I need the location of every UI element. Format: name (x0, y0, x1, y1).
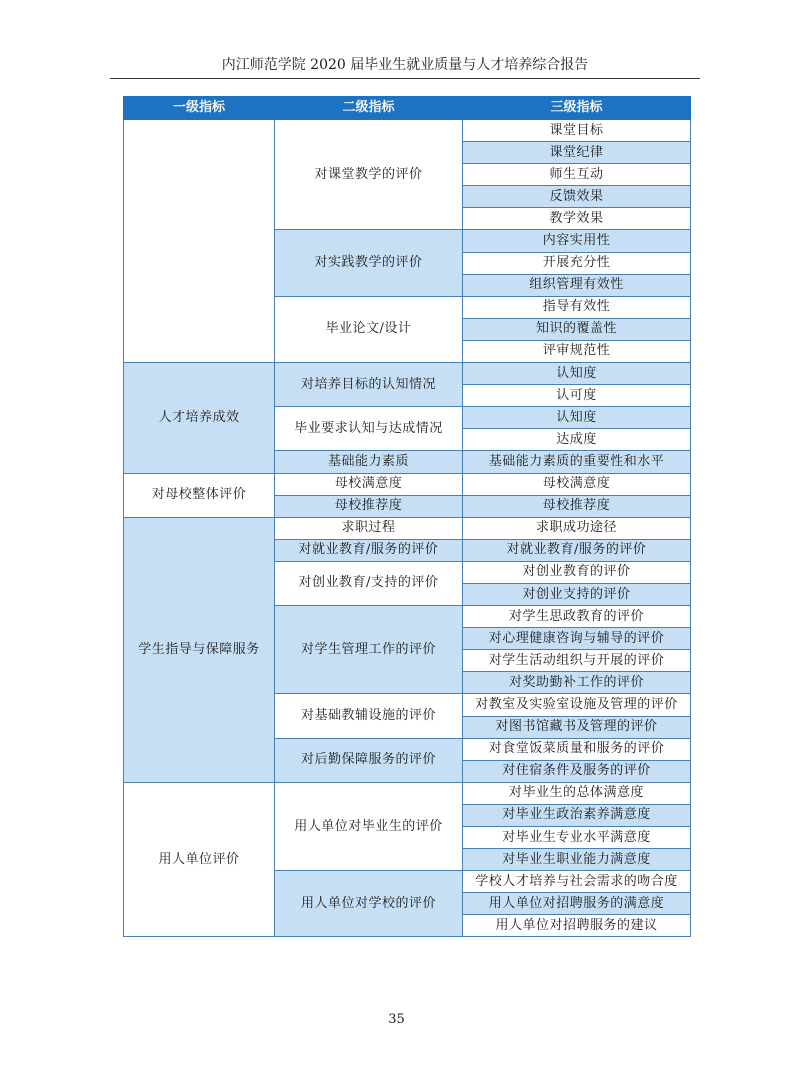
level3-cell: 对学生活动组织与开展的评价 (463, 650, 691, 672)
level3-cell: 对毕业生政治素养满意度 (463, 804, 691, 826)
level2-cell: 基础能力素质 (275, 451, 463, 473)
column-header-level2: 二级指标 (275, 97, 463, 120)
level3-cell: 用人单位对招聘服务的满意度 (463, 893, 691, 915)
level3-cell: 反馈效果 (463, 186, 691, 208)
level3-cell: 课堂纪律 (463, 142, 691, 164)
level1-cell (124, 120, 275, 363)
level2-cell: 对培养目标的认知情况 (275, 363, 463, 407)
column-header-level3: 三级指标 (463, 97, 691, 120)
level3-cell: 母校满意度 (463, 473, 691, 495)
level3-cell: 对创业支持的评价 (463, 583, 691, 605)
level3-cell: 对教室及实验室设施及管理的评价 (463, 694, 691, 716)
level1-cell: 人才培养成效 (124, 363, 275, 473)
level3-cell: 对心理健康咨询与辅导的评价 (463, 628, 691, 650)
level3-cell: 对毕业生专业水平满意度 (463, 827, 691, 849)
table-header-row (124, 97, 691, 120)
level3-cell: 基础能力素质的重要性和水平 (463, 451, 691, 473)
level3-cell: 教学效果 (463, 208, 691, 230)
table-row (124, 517, 691, 539)
level3-cell: 知识的覆盖性 (463, 318, 691, 340)
indicator-table (123, 96, 691, 937)
level2-cell: 对实践教学的评价 (275, 230, 463, 296)
level3-cell: 学校人才培养与社会需求的吻合度 (463, 871, 691, 893)
level3-cell: 课堂目标 (463, 120, 691, 142)
level1-cell: 学生指导与保障服务 (124, 517, 275, 782)
header-rule (110, 78, 700, 79)
table-row (124, 120, 691, 142)
level2-cell: 母校推荐度 (275, 495, 463, 517)
table-row (124, 473, 691, 495)
level2-cell: 母校满意度 (275, 473, 463, 495)
level3-cell: 认可度 (463, 385, 691, 407)
level2-cell: 毕业论文/设计 (275, 296, 463, 362)
level2-cell: 对就业教育/服务的评价 (275, 539, 463, 561)
level3-cell: 对毕业生的总体满意度 (463, 782, 691, 804)
level2-cell: 对课堂教学的评价 (275, 120, 463, 230)
level3-cell: 认知度 (463, 363, 691, 385)
level2-cell: 对学生管理工作的评价 (275, 606, 463, 694)
level3-cell: 对就业教育/服务的评价 (463, 539, 691, 561)
level2-cell: 对后勤保障服务的评价 (275, 738, 463, 782)
level3-cell: 对毕业生职业能力满意度 (463, 849, 691, 871)
level3-cell: 对创业教育的评价 (463, 561, 691, 583)
level3-cell: 对食堂饭菜质量和服务的评价 (463, 738, 691, 760)
level3-cell: 达成度 (463, 429, 691, 451)
level2-cell: 用人单位对毕业生的评价 (275, 782, 463, 870)
level3-cell: 对图书馆藏书及管理的评价 (463, 716, 691, 738)
level3-cell: 对学生思政教育的评价 (463, 606, 691, 628)
page-number: 35 (388, 1012, 405, 1027)
column-header-level1: 一级指标 (124, 97, 275, 120)
level3-cell: 求职成功途径 (463, 517, 691, 539)
level2-cell: 对基础教辅设施的评价 (275, 694, 463, 738)
level2-cell: 毕业要求认知与达成情况 (275, 407, 463, 451)
level3-cell: 评审规范性 (463, 340, 691, 362)
level2-cell: 对创业教育/支持的评价 (275, 561, 463, 605)
level1-cell: 对母校整体评价 (124, 473, 275, 517)
level3-cell: 母校推荐度 (463, 495, 691, 517)
level3-cell: 内容实用性 (463, 230, 691, 252)
level3-cell: 指导有效性 (463, 296, 691, 318)
level3-cell: 师生互动 (463, 164, 691, 186)
page-header: 内江师范学院 2020 届毕业生就业质量与人才培养综合报告 (221, 57, 589, 73)
level3-cell: 开展充分性 (463, 252, 691, 274)
level3-cell: 对奖助勤补工作的评价 (463, 672, 691, 694)
level2-cell: 求职过程 (275, 517, 463, 539)
table-row (124, 363, 691, 385)
level2-cell: 用人单位对学校的评价 (275, 871, 463, 937)
level3-cell: 对住宿条件及服务的评价 (463, 760, 691, 782)
level3-cell: 用人单位对招聘服务的建议 (463, 915, 691, 937)
level3-cell: 组织管理有效性 (463, 274, 691, 296)
level1-cell: 用人单位评价 (124, 782, 275, 937)
level3-cell: 认知度 (463, 407, 691, 429)
table-row (124, 782, 691, 804)
